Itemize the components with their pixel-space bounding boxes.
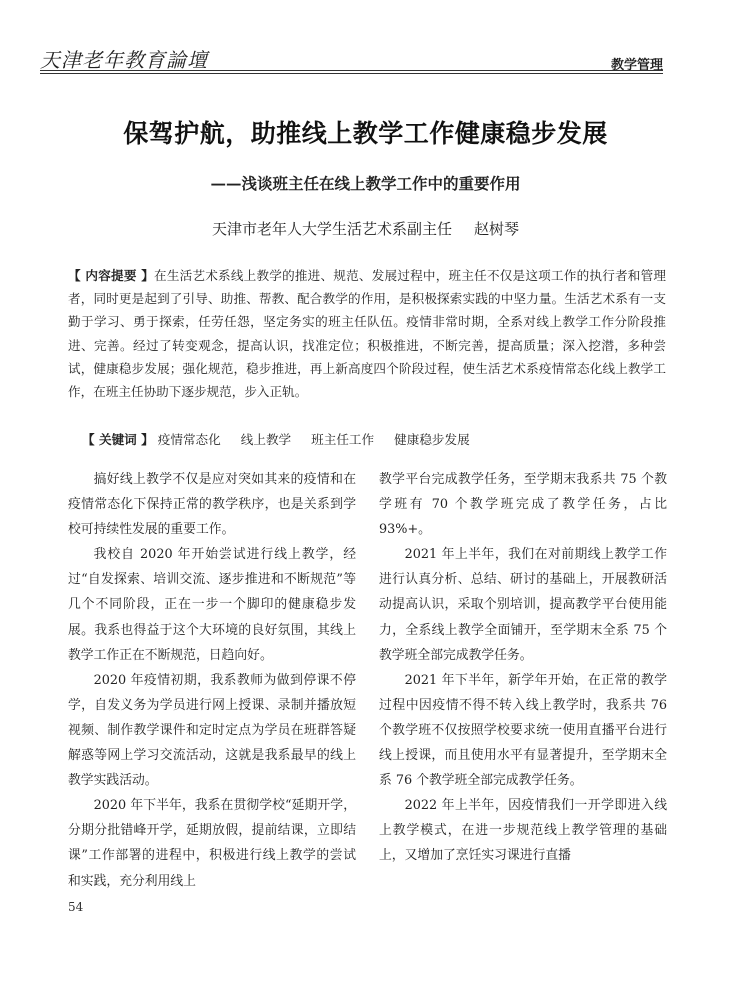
body-paragraph-continued: 教学平台完成教学任务，至学期末我系共 75 个教学班有 70 个教学班完成了教学任务，占比 93%+。 <box>379 472 667 538</box>
body-paragraph: 2022 年上半年，因疫情我们一开学即进入线上教学模式，在进一步规范线上教学管理的基础上，又增加了烹饪实习课进行直播 <box>379 798 667 864</box>
body-paragraph: 2021 年上半年，我们在对前期线上教学工作进行认真分析、总结、研讨的基础上，开展教研活动提高认识，采取个别培训，提高教学平台使用能力，全系线上教学全面铺开，至学期末全系 75 个教学班全部完成教学任务。 <box>379 547 667 663</box>
article-title: 保驾护航，助推线上教学工作健康稳步发展 <box>123 119 608 148</box>
page-number: 54 <box>68 900 84 914</box>
keywords <box>82 429 666 451</box>
body-paragraph: 搞好线上教学不仅是应对突如其来的疫情和在疫情常态化下保持正常的教学秩序，也是关系到学校可持续性发展的重要工作。 <box>68 472 356 538</box>
body-paragraph: 2020 年下半年，我系在贯彻学校“延期开学，分期分批错峰开学，延期放假，提前结课，立即结课”工作部署的进程中，积极进行线上教学的尝试和实践，充分利用线上 <box>68 798 356 889</box>
keywords-label: 【 关键词 】 <box>82 432 154 447</box>
header-rule-thin <box>40 73 663 74</box>
abstract-text: 在生活艺术系线上教学的推进、规范、发展过程中，班主任不仅是这项工作的执行者和管理者，同时更是起到了引导、助推、帮教、配合教学的作用，是积极探索实践的中坚力量。生活艺术系有一支勤于学习、勇于探索，任劳任怨，坚定务实的班主任队伍。疫情非常时期，全系对线上教学工作分阶段推进、完善。经过了转变观念，提高认识，找准定位；积极推进，不断完善，提高质量；深入挖潜，多种尝试，健康稳步发展；强化规范，稳步推进，再上新高度四个阶段过程，使生活艺术系疫情常态化线上教学工作，在班主任协助下逐步规范，步入正轨。 <box>68 268 667 400</box>
body-paragraph: 我校自 2020 年开始尝试进行线上教学，经过“自发探索、培训交流、逐步推进和不断规范”等几个不同阶段，正在一步一个脚印的健康稳步发展。我系也得益于这个大环境的良好氛围，其线上教学工作正在不断规范，日趋向好。 <box>68 547 356 663</box>
author-line <box>0 218 731 239</box>
keyword: 疫情常态化 <box>157 432 221 447</box>
journal-masthead-logo: 天津老年教育論壇 <box>40 48 208 72</box>
section-label: 教学管理 <box>611 58 664 73</box>
article-subtitle: ——浅谈班主任在线上教学工作中的重要作用 <box>210 174 521 193</box>
abstract-label: 【 内容提要 】 <box>68 268 155 283</box>
keyword: 线上教学 <box>240 432 292 447</box>
body-paragraph: 2020 年疫情初期，我系教师为做到停课不停学，自发义务为学员进行网上授课、录制并播放短视频、制作教学课件和定时定点为学员在班群答疑解惑等网上学习交流活动，这就是我系最早的线上教学实践活动。 <box>68 672 356 789</box>
header-rule <box>40 70 663 71</box>
keyword: 班主任工作 <box>311 432 375 447</box>
body-column-right <box>379 467 667 869</box>
abstract <box>68 264 666 403</box>
author-affiliation: 天津市老年人大学生活艺术系副主任 <box>211 220 452 238</box>
keyword: 健康稳步发展 <box>394 432 470 447</box>
body-paragraph: 2021 年下半年，新学年开始，在正常的教学过程中因疫情不得不转入线上教学时，我系共 76 个教学班不仅按照学校要求统一使用直播平台进行线上授课，而且使用水平有显著提升，至学期末全系 76 个教学班全部完成教学任务。 <box>379 672 667 789</box>
author-name: 赵树琴 <box>474 220 520 238</box>
body-column-left <box>68 467 356 894</box>
